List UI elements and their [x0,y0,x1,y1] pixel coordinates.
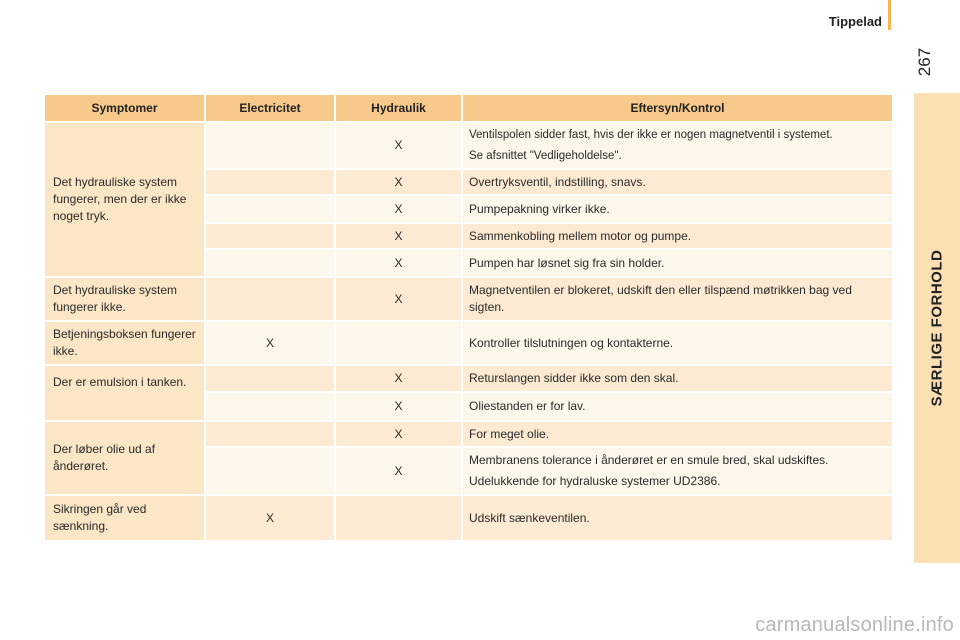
check-cell: For meget olie. [463,422,892,446]
electricity-cell [206,224,334,248]
hydraulics-cell: X [336,250,461,276]
symptom-cell: Det hydrauliske system fungerer ikke. [45,278,204,320]
check-cell: Kontroller tilslutningen og kontakterne. [463,322,892,364]
hydraulics-cell [336,322,461,364]
symptom-cell: Sikringen går ved sænkning. [45,496,204,540]
check-text-note: Udelukkende for hydraluske systemer UD2386. [469,474,721,488]
electricity-cell [206,250,334,276]
check-text: Membranens tolerance i ånderøret er en smule bred, skal udskiftes. [469,453,829,467]
side-tab-label: SÆRLIGE FORHOLD [928,249,946,407]
hydraulics-cell: X [336,196,461,222]
hydraulics-cell: X [336,224,461,248]
check-cell: Pumpepakning virker ikke. [463,196,892,222]
watermark: carmanualsonline.info [755,614,954,636]
electricity-cell [206,123,334,168]
check-cell: Udskift sænkeventilen. [463,496,892,540]
check-cell: Returslangen sidder ikke som den skal. [463,366,892,391]
hydraulics-cell: X [336,170,461,194]
check-cell [463,448,892,494]
column-header-electricity: Electricitet [206,95,334,121]
column-header-check: Eftersyn/Kontrol [463,95,892,121]
check-cell: Overtryksventil, indstilling, snavs. [463,170,892,194]
hydraulics-cell: X [336,123,461,168]
hydraulics-cell: X [336,422,461,446]
symptom-cell: Det hydrauliske system fungerer, men der er ikke noget tryk. [45,123,204,276]
electricity-cell [206,448,334,494]
electricity-cell [206,196,334,222]
hydraulics-cell: X [336,448,461,494]
header-divider [888,0,891,30]
check-cell: Oliestanden er for lav. [463,393,892,420]
hydraulics-cell: X [336,278,461,320]
electricity-cell [206,278,334,320]
page-number: 267 [915,47,934,77]
check-text: Ventilspolen sidder fast, hvis der ikke er nogen magnetventil i systemet. [469,128,833,141]
symptom-cell: Der er emulsion i tanken. [45,366,204,420]
electricity-cell: X [206,496,334,540]
column-header-hydraulics: Hydraulik [336,95,461,121]
electricity-cell [206,422,334,446]
check-text-note: Se afsnittet "Vedligeholdelse". [469,149,622,162]
hydraulics-cell [336,496,461,540]
troubleshooting-table [45,95,892,540]
side-tab [914,93,960,563]
column-header-symptoms: Symptomer [45,95,204,121]
header-title: Tippelad [828,14,882,29]
hydraulics-cell: X [336,393,461,420]
symptom-cell: Der løber olie ud af ånderøret. [45,422,204,494]
electricity-cell [206,170,334,194]
hydraulics-cell: X [336,366,461,391]
symptom-cell: Betjeningsboksen fungerer ikke. [45,322,204,364]
check-cell [463,123,892,168]
electricity-cell [206,366,334,391]
electricity-cell: X [206,322,334,364]
check-cell: Magnetventilen er blokeret, udskift den eller tilspænd møtrikken bag ved sigten. [463,278,892,320]
check-cell: Pumpen har løsnet sig fra sin holder. [463,250,892,276]
check-cell: Sammenkobling mellem motor og pumpe. [463,224,892,248]
electricity-cell [206,393,334,420]
